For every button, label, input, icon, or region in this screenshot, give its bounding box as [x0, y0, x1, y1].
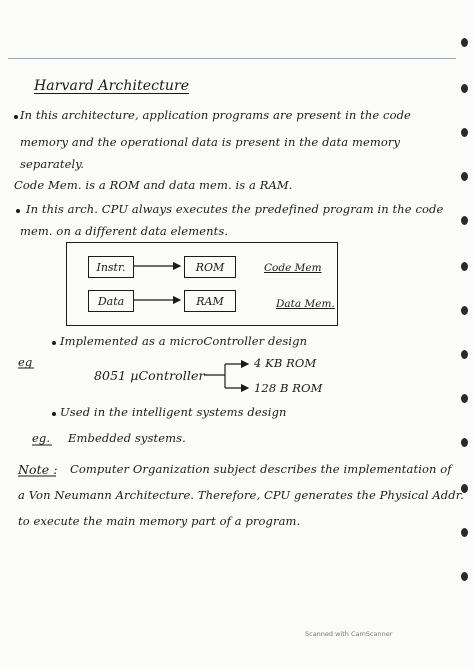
text-line: separately.	[20, 157, 85, 171]
text-line: to execute the main memory part of a program.	[18, 514, 301, 528]
text-line: Implemented as a microController design	[60, 334, 308, 348]
text-line: Embedded systems.	[68, 431, 186, 445]
data-box: Data	[88, 290, 134, 312]
rom-box: ROM	[184, 256, 236, 278]
rom-size-label: 4 KB ROM	[254, 356, 317, 370]
data-mem-label: Data Mem.	[276, 298, 335, 310]
scanner-watermark: Scanned with CamScanner	[305, 630, 393, 638]
page-title: Harvard Architecture	[34, 78, 190, 94]
text-line: In this architecture, application programs are present in the code	[20, 108, 411, 122]
text-line: Computer Organization subject describes the implementation of	[70, 462, 452, 476]
text-line: Used in the intelligent systems design	[60, 405, 287, 419]
bullet	[52, 412, 56, 416]
note-label: Note :	[18, 462, 58, 477]
ram-size-label: 128 B ROM	[254, 381, 323, 395]
text-line: a Von Neumann Architecture. Therefore, CPU generates the Physical Addr.	[18, 488, 464, 502]
text-line: In this arch. CPU always executes the predefined program in the code	[26, 202, 444, 216]
eg-label: eg.	[32, 431, 51, 445]
code-mem-label: Code Mem	[264, 262, 322, 274]
text-line: memory and the operational data is present in the data memory	[20, 135, 401, 149]
eg-label: eg	[18, 355, 33, 369]
text-line: mem. on a different data elements.	[20, 224, 229, 238]
bullet	[52, 341, 56, 345]
ram-box: RAM	[184, 290, 236, 312]
instr-box: Instr.	[88, 256, 134, 278]
controller-label: 8051 µController	[94, 368, 205, 383]
text-line: Code Mem. is a ROM and data mem. is a RAM.	[14, 178, 293, 192]
